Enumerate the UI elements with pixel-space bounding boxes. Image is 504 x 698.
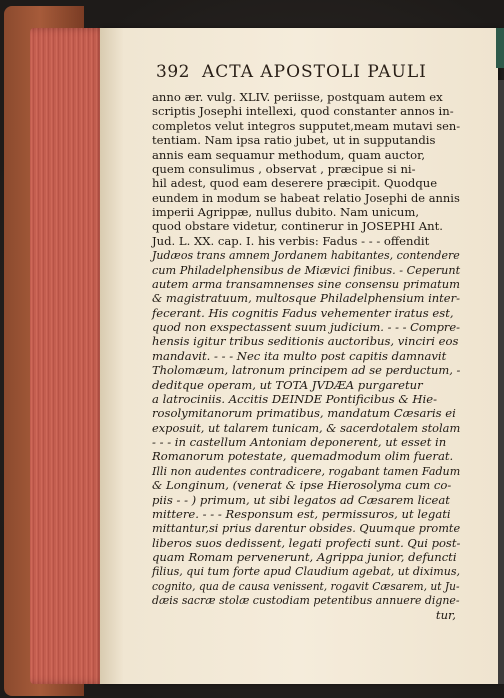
text-line: & magistratuum, multosque Philadelphensium inter-: [152, 291, 461, 306]
text-line: - - - in castellum Antoniam deponerent, ut esset in: [152, 435, 447, 449]
text-line: dæis sacræ stolæ custodiam petentibus annuere digne-: [152, 593, 460, 608]
text-line: quem consulimus , observat , præcipue si ni-: [152, 161, 416, 176]
text-line: a latrociniis. Accitis DEINDE Pontificibus & Hie-: [152, 391, 438, 406]
text-line: mittantur,si prius darentur obsides. Quumque promte: [152, 521, 461, 536]
running-header: [156, 62, 456, 86]
book-cover-right: [498, 80, 504, 684]
text-line: deditque operam, ut TOTA JVDÆA purgaretur: [152, 377, 423, 392]
text-line: piis - - ) primum, ut sibi legatos ad Cæsarem liceat: [152, 492, 450, 507]
text-line: imperii Agrippæ, nullus dubito. Nam unicum,: [152, 205, 420, 219]
text-line: annis eam sequamur methodum, quam auctor,: [152, 147, 426, 162]
text-line: Illi non audentes contradicere, rogabant tamen Fadum: [152, 463, 461, 478]
body-text: [152, 90, 460, 622]
text-line: hensis igitur tribus seditionis auctoribus, vinciri eos: [152, 334, 459, 349]
text-line: & Longinum, (venerat & ipse Hierosolyma cum co-: [152, 478, 452, 493]
running-title: ACTA APOSTOLI PAULI: [202, 62, 427, 82]
text-line: Romanorum potestate, quemadmodum olim fuerat.: [152, 449, 454, 464]
text-line: quod obstare videtur, continerur in JOSEPHI Ant.: [152, 219, 443, 234]
text-line: cognito, qua de causa venissent, rogavit Cæsarem, ut Ju-: [152, 578, 460, 593]
bookmark-ribbon: [496, 28, 504, 68]
text-line: Tholomæum, latronum principem ad se perductum, -: [152, 363, 461, 378]
text-line: scriptis Josephi intellexi, quod constanter annos in-: [152, 104, 454, 119]
text-line: Jud. L. XX. cap. I. his verbis: Fadus - - - offendit: [152, 233, 430, 248]
text-line: anno ær. vulg. XLIV. periisse, postquam autem ex: [152, 90, 443, 104]
text-line: autem arma transamnenses sine consensu primatum: [152, 276, 460, 291]
page-number: 392: [156, 62, 190, 82]
text-line: quam Romam pervenerunt, Agrippa junior, defuncti: [152, 550, 457, 564]
text-line: rosolymitanorum primatibus, mandatum Cæsaris ei: [152, 406, 456, 421]
text-line: filius, qui tum forte apud Claudium agebat, ut diximus,: [152, 564, 461, 579]
red-page-edges: [30, 28, 108, 684]
text-line: cum Philadelphensibus de Miævici finibus. - Ceperunt: [152, 262, 461, 277]
text-line: completos velut integros supputet,meam mutavi sen-: [152, 118, 461, 133]
text-line: liberos suos dedissent, legati profecti sunt. Qui post-: [152, 535, 461, 550]
text-line: Judæos trans amnem Jordanem habitantes, contendere: [152, 248, 460, 263]
text-line: mittere. - - - Responsum est, permissuros, ut legati: [152, 506, 451, 521]
text-line: hil adest, quod eam deserere præcipit. Quodque: [152, 176, 438, 191]
text-line: mandavit. - - - Nec ita multo post capitis damnavit: [152, 348, 447, 363]
text-line: fecerant. His cognitis Fadus vehementer iratus est,: [152, 305, 454, 320]
text-line: eundem in modum se habeat relatio Josephi de annis: [152, 190, 460, 205]
text-line: tentiam. Nam ipsa ratio jubet, ut in supputandis: [152, 133, 436, 148]
text-line: quod non exspectassent suum judicium. - - - Compre-: [152, 320, 461, 334]
catchword: tur,: [435, 607, 456, 622]
text-line: exposuit, ut talarem tunicam, & sacerdotalem stolam: [152, 420, 461, 435]
